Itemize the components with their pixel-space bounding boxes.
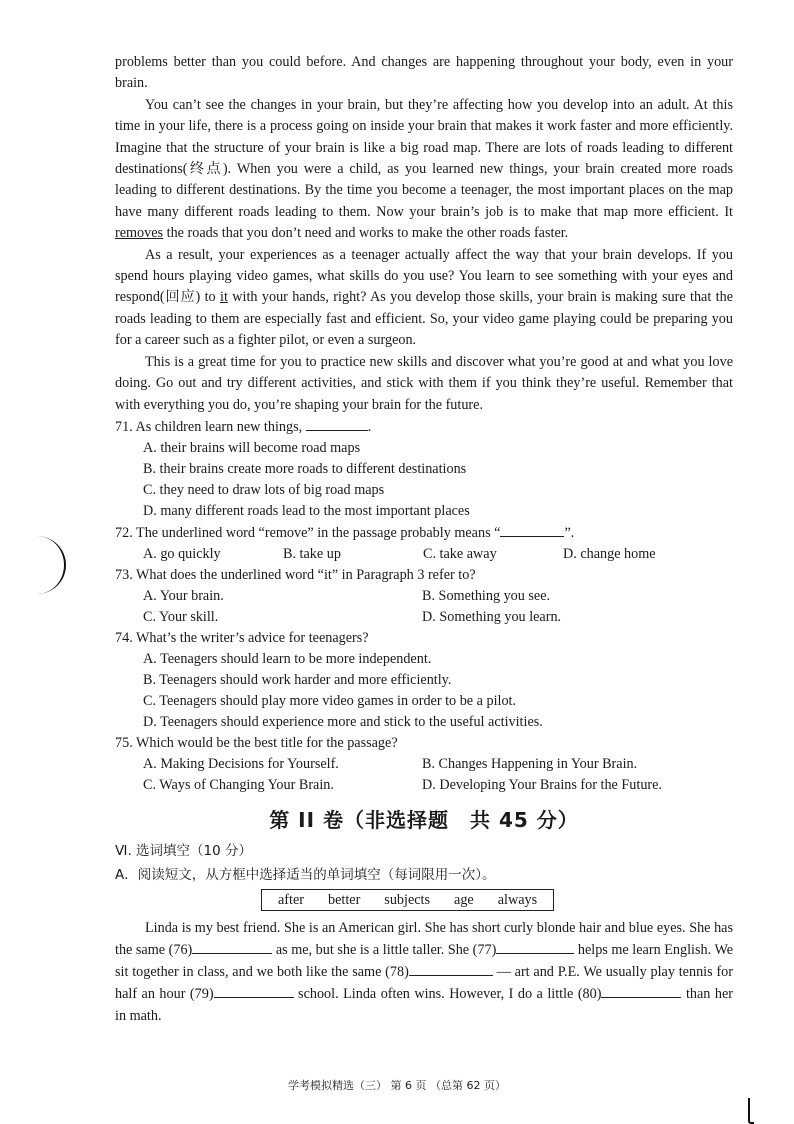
option-a[interactable]: A. Your brain. <box>143 587 224 604</box>
option-c[interactable]: C. Teenagers should play more video games in order to be a pilot. <box>143 692 517 709</box>
question-71: 71. As children learn new things, . A. their brains will become road maps B. their brains create more roads to different destinations C. they need to draw lots of big road maps D. many different roads lead to the most important places <box>115 416 733 522</box>
binding-hole-mark <box>34 536 66 594</box>
option-b[interactable]: B. Something you see. <box>422 587 551 604</box>
passage-paragraph-3: As a result, your experiences as a teenager actually affect the way that your brain develops. If you spend hours playing video games, what skills do you use? You learn to see something with your eyes and respond(回应) to it with your hands, right? As you develop those skills, your brain is making sure that the roads leading to them are especially fast and efficient. So, your video game playing could be preparing you for a career such as a fighter pilot, or even a surgeon. <box>115 246 733 349</box>
option-b[interactable]: B. their brains create more roads to different destinations <box>143 460 467 477</box>
options-row <box>143 607 733 628</box>
word-box-item: always <box>497 891 538 908</box>
option-c[interactable]: C. they need to draw lots of big road maps <box>143 481 385 498</box>
underlined-word-removes: removes <box>115 225 164 242</box>
blank-78[interactable] <box>409 961 493 976</box>
option-a[interactable]: A. Making Decisions for Yourself. <box>143 755 339 772</box>
passage-paragraph-2: You can’t see the changes in your brain, but they’re affecting how you develop into an adult. At this time in your life, there is a process going on inside your brain that makes it work faster and more efficiently. Imagine that the structure of your brain is like a big road map. There are lots of roads leading to different destinations(终点). When you were a child, as you learned new things, your brain created more roads leading to different destinations. By the time you become a teenager, the most important places on the map have many different roads leading to them. Now your brain’s job is to make that map more efficient. It removes the roads that you don’t need and works to make the other roads faster. <box>115 96 733 242</box>
answer-blank[interactable] <box>500 522 564 537</box>
option-b[interactable]: B. Teenagers should work harder and more efficiently. <box>143 671 452 688</box>
question-72: 72. The underlined word “remove” in the passage probably means “ ”. A. go quickly B. take up C. take away D. change home <box>115 522 733 565</box>
word-box-item: age <box>454 891 474 908</box>
option-d[interactable]: D. Teenagers should experience more and stick to the useful activities. <box>143 713 543 730</box>
option-a[interactable]: A. their brains will become road maps <box>143 439 361 456</box>
option-b[interactable]: B. take up <box>283 545 341 562</box>
options-row <box>143 544 733 565</box>
corner-mark <box>748 1098 754 1124</box>
option-c[interactable]: C. Your skill. <box>143 608 219 625</box>
blank-80[interactable] <box>601 983 681 998</box>
word-box-item: after <box>278 891 304 908</box>
option-d[interactable]: D. Something you learn. <box>422 608 562 625</box>
cloze-passage: Linda is my best friend. She is an American girl. She has short curly blonde hair and blue eyes. She has the same (76) as me, but she is a little taller. She (77) helps me learn English. We sit together in class, and we both like the same (78) — art and P.E. We usually play tennis for half an hour (79) school. Linda often wins. However, I do a little (80) than her in math. <box>115 919 733 1024</box>
options-row <box>143 775 733 796</box>
blank-77[interactable] <box>496 939 574 954</box>
option-d[interactable]: D. change home <box>563 545 656 562</box>
option-a[interactable]: A. Teenagers should learn to be more independent. <box>143 650 432 667</box>
options-row <box>143 754 733 775</box>
section-2-title: 第 II 卷（非选择题 共 45 分） <box>269 807 579 832</box>
blank-79[interactable] <box>214 983 294 998</box>
passage-paragraph-4: This is a great time for you to practice new skills and discover what you’re good at and what you love doing. Go out and try different activities, and stick with them if you think they’re useful. Remember that with everything you do, you’re shaping your brain for the future. <box>115 353 733 413</box>
underlined-word-it: it <box>220 289 228 306</box>
question-75: 75. Which would be the best title for the passage? A. Making Decisions for Yourself. B. Changes Happening in Your Brain. C. Ways of Changing Your Brain. D. Developing Your Brains for the Future. <box>115 733 733 796</box>
option-c[interactable]: C. take away <box>423 545 497 562</box>
exam-page <box>115 52 733 1027</box>
option-c[interactable]: C. Ways of Changing Your Brain. <box>143 776 334 793</box>
instruction-a: A．阅读短文，从方框中选择适当的单词填空（每词限用一次）。 <box>115 866 496 883</box>
question-74: 74. What’s the writer’s advice for teenagers? A. Teenagers should learn to be more independent. B. Teenagers should work harder and more efficiently. C. Teenagers should play more video games in order to be a pilot. D. Teenagers should experience more and stick to the useful activities. <box>115 628 733 733</box>
word-box-item: subjects <box>384 891 431 908</box>
option-d[interactable]: D. many different roads lead to the most important places <box>143 502 470 519</box>
question-73: 73. What does the underlined word “it” in Paragraph 3 refer to? A. Your brain. B. Something you see. C. Your skill. D. Something you learn. <box>115 565 733 628</box>
passage-paragraph-1: problems better than you could before. And changes are happening throughout your body, even in your brain. <box>115 54 733 92</box>
word-box-item: better <box>328 891 361 908</box>
option-d[interactable]: D. Developing Your Brains for the Future. <box>422 776 662 793</box>
answer-blank[interactable] <box>306 416 368 431</box>
word-box <box>261 889 554 911</box>
part-vi-heading: Ⅵ. 选词填空（10 分） <box>115 842 253 859</box>
options-row <box>143 586 733 607</box>
blank-76[interactable] <box>192 939 272 954</box>
option-b[interactable]: B. Changes Happening in Your Brain. <box>422 755 638 772</box>
option-a[interactable]: A. go quickly <box>143 545 221 562</box>
page-footer: 学考模拟精选（三） 第 6 页 （总第 62 页） <box>288 1079 506 1092</box>
